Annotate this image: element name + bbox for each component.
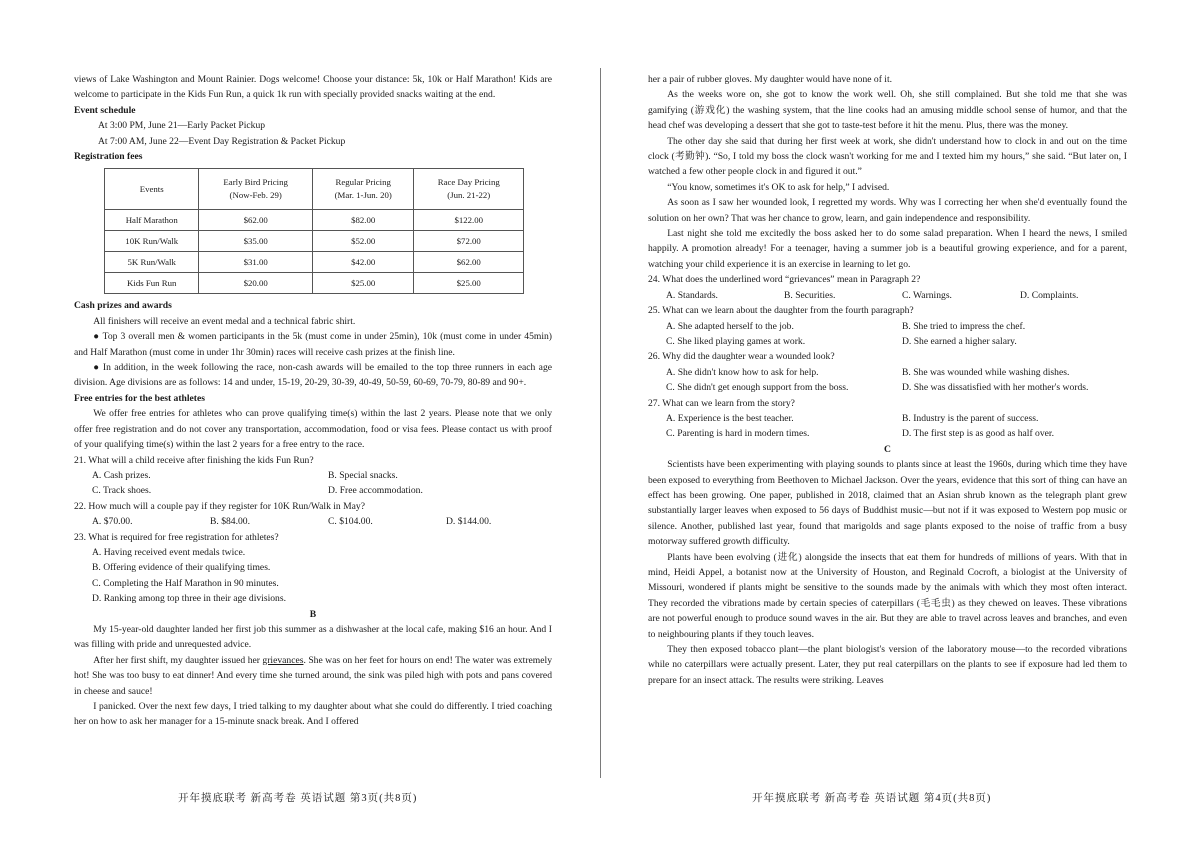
table-cell: $72.00 xyxy=(414,231,524,252)
intro-paragraph: views of Lake Washington and Mount Rainier. Dogs welcome! Choose your distance: 5k, 10k or Half Marathon! Kids are welcome to participate in the Kids Fun Run, a quick 1k run with specially provided snacks waiting at the end. xyxy=(74,74,552,101)
table-header-row xyxy=(105,169,524,210)
answer-option: A. Cash prizes. xyxy=(92,469,151,481)
answer-option: B. $84.00. xyxy=(210,516,250,528)
registration-fees-table xyxy=(104,168,524,294)
table-row xyxy=(105,210,524,231)
table-cell: $62.00 xyxy=(199,210,313,231)
question-block xyxy=(648,303,1127,349)
answer-option: C. She liked playing games at work. xyxy=(666,335,806,347)
answer-option: C. Track shoes. xyxy=(92,485,152,497)
prizes-paragraph: All finishers will receive an event medal and a technical fabric shirt. xyxy=(93,315,356,327)
right-column xyxy=(648,72,1127,688)
page-footer-left: 开年摸底联考 新高考卷 英语试题 第3页(共8页) xyxy=(178,793,418,804)
answer-option: D. $144.00. xyxy=(446,516,492,528)
question-stem: 27. What can we learn from the story? xyxy=(648,397,795,409)
answer-options xyxy=(74,468,552,499)
answer-option: D. Free accommodation. xyxy=(328,485,423,497)
answer-option: C. Warnings. xyxy=(902,289,952,301)
answer-options xyxy=(648,288,1127,303)
schedule-item: At 7:00 AM, June 22—Event Day Registration & Packet Pickup xyxy=(98,135,346,147)
question-block xyxy=(648,396,1127,442)
question-stem: 24. What does the underlined word “grievances” mean in Paragraph 2? xyxy=(648,274,921,286)
answer-option: D. Complaints. xyxy=(1020,289,1079,301)
table-cell: $31.00 xyxy=(199,252,313,273)
schedule-item: At 3:00 PM, June 21—Early Packet Pickup xyxy=(98,120,266,132)
table-cell: Half Marathon xyxy=(105,210,199,231)
answer-option: A. $70.00. xyxy=(92,516,133,528)
passage-paragraph: Scientists have been experimenting with playing sounds to plants since at least the 1960s, during which time they have been exposed to everything from Beethoven to Michael Jackson. Over the years, evidence that this sort of thing can have an effect has been growing. One paper, published in 2018, claimed that an Asian shrub known as the telegraph plant grew substantially larger leaves when exposed to 56 days of Buddhist music—but not if it was exposed to Western pop music or silence. Another, published last year, found that marigolds and sage plants exposed to the noise of traffic from a busy motorway suffered growth difficulty. xyxy=(648,459,1127,548)
table-row xyxy=(105,273,524,294)
answer-option: C. $104.00. xyxy=(328,516,373,528)
question-stem: 26. Why did the daughter wear a wounded look? xyxy=(648,351,835,363)
table-cell: 5K Run/Walk xyxy=(105,252,199,273)
prizes-heading: Cash prizes and awards xyxy=(74,300,172,312)
passage-paragraph: Plants have been evolving (进化) alongside the insects that eat them for hundreds of millions of years. With that in mind, Heidi Appel, a botanist now at the University of Houston, and Reginald Cocroft, a biologist at the University of Missouri, wondered if plants might be sensitive to the sounds made by the animals with which they most often interact. They recorded the vibrations made by certain species of caterpillars (毛毛虫) as they chewed on leaves. These vibrations are not powerful enough to produce sound waves in the air. But they are able to travel across leaves and branches, and even to neighbouring plants if they touch leaves. xyxy=(648,551,1127,640)
table-cell: $82.00 xyxy=(312,210,414,231)
answer-option: B. Industry is the parent of success. xyxy=(902,412,1039,424)
answer-option: C. Completing the Half Marathon in 90 minutes. xyxy=(92,577,279,589)
answer-options xyxy=(74,545,552,607)
answer-options xyxy=(648,319,1127,350)
answer-options xyxy=(74,514,552,529)
answer-option: B. She tried to impress the chef. xyxy=(902,320,1026,332)
table-cell: $122.00 xyxy=(414,210,524,231)
answer-option: A. Having received event medals twice. xyxy=(92,546,246,558)
prizes-bullet: ● Top 3 overall men & women participants in the 5k (must come in under 25min), 10k (must come in under 45min) and Half Marathon (must come in under 1hr 30min) races will receive cash prizes at the finish line. xyxy=(74,329,552,360)
table-cell: 10K Run/Walk xyxy=(105,231,199,252)
answer-options xyxy=(648,411,1127,442)
question-stem: 21. What will a child receive after finishing the kids Fun Run? xyxy=(74,454,314,466)
table-row xyxy=(105,231,524,252)
answer-option: B. Offering evidence of their qualifying times. xyxy=(92,562,271,574)
free-entries-paragraph: We offer free entries for athletes who can prove qualifying time(s) within the last 2 years. Please note that we only offer free registration and do not cover any transportation, accommodation, food or visa fees. Please contact us with proof of your qualifying time(s) within the last 2 years for a free entry to the race. xyxy=(74,408,552,451)
section-title-b: B xyxy=(309,608,317,620)
page-footer-right: 开年摸底联考 新高考卷 英语试题 第4页(共8页) xyxy=(752,793,992,804)
passage-paragraph: her a pair of rubber gloves. My daughter would have none of it. xyxy=(648,74,893,85)
answer-option: D. Ranking among top three in their age divisions. xyxy=(92,593,286,605)
fees-heading: Registration fees xyxy=(74,151,143,163)
question-block xyxy=(74,530,552,607)
schedule-heading: Event schedule xyxy=(74,104,136,116)
passage-paragraph: Last night she told me excitedly the boss asked her to do some salad preparation. When I heard the news, I smiled happily. A promotion already! For a teenager, having a summer job is a beautiful growing experience, and for a parent, watching your child experience it is an exercise in learning to let go. xyxy=(648,228,1127,270)
table-cell: $25.00 xyxy=(312,273,414,294)
answer-option: D. The first step is as good as half over. xyxy=(902,428,1054,440)
table-header-cell: Events xyxy=(105,169,199,210)
passage-paragraph: After her first shift, my daughter issued her grievances. She was on her feet for hours on end! The water was extremely hot! She was too busy to eat dinner! And every time she turned around, the sink was piled high with pots and pans covered in cheese and sauce! xyxy=(74,654,552,697)
table-header-cell: Race Day Pricing (Jun. 21-22) xyxy=(414,169,524,210)
left-column xyxy=(74,72,552,730)
table-cell: $62.00 xyxy=(414,252,524,273)
question-stem: 22. How much will a couple pay if they register for 10K Run/Walk in May? xyxy=(74,500,365,512)
question-block xyxy=(648,272,1127,303)
answer-option: A. Standards. xyxy=(666,289,718,301)
table-row xyxy=(105,252,524,273)
section-title-c: C xyxy=(884,443,891,455)
question-block xyxy=(648,349,1127,395)
question-block xyxy=(74,453,552,499)
answer-option: B. Securities. xyxy=(784,289,836,301)
column-divider xyxy=(600,68,601,778)
answer-option: B. She was wounded while washing dishes. xyxy=(902,366,1070,378)
table-cell: $20.00 xyxy=(199,273,313,294)
question-stem: 23. What is required for free registration for athletes? xyxy=(74,531,279,543)
answer-option: A. She didn't know how to ask for help. xyxy=(666,366,819,378)
table-cell: $42.00 xyxy=(312,252,414,273)
table-cell: $25.00 xyxy=(414,273,524,294)
passage-paragraph: I panicked. Over the next few days, I tried talking to my daughter about what she could do differently. I tried coaching her on how to ask her manager for a 15-minute snack break. And I offered xyxy=(74,701,552,728)
answer-option: C. She didn't get enough support from the boss. xyxy=(666,382,849,394)
answer-option: D. She was dissatisfied with her mother's words. xyxy=(902,382,1089,394)
passage-paragraph: As the weeks wore on, she got to know the work well. Oh, she still complained. But she told me that she was gamifying (游戏化) the washing system, that the line cooks had an amusing middle school sense of humor, and that the head chef was developing a dessert that she got to taste-test before it hit the menu. Plus, there was the money. xyxy=(648,89,1127,132)
prizes-bullet: ● In addition, in the week following the race, non-cash awards will be emailed to the top three runners in each age division. Age divisions are as follows: 14 and under, 15-19, 20-29, 30-39, 40-49, 50-59, 60-69, 70-79, 80-89 and 90+. xyxy=(74,360,552,391)
passage-paragraph: As soon as I saw her wounded look, I regretted my words. Why was I correcting her when she'd eventually found the solution on her own? That was her chance to grow, learn, and gain independence and responsibility. xyxy=(648,197,1127,224)
answer-option: A. She adapted herself to the job. xyxy=(666,320,794,332)
question-stem: 25. What can we learn about the daughter from the fourth paragraph? xyxy=(648,305,914,317)
answer-option: D. She earned a higher salary. xyxy=(902,335,1017,347)
passage-paragraph: The other day she said that during her first week at work, she didn't understand how to clock in and out on the time clock (考勤钟). “So, I told my boss the clock wasn't working for me and I texted him my hours,” she said. “But later on, I watched a few other people clock in and figured it out.” xyxy=(648,135,1127,178)
table-header-cell: Regular Pricing (Mar. 1-Jun. 20) xyxy=(312,169,414,210)
question-block xyxy=(74,499,552,530)
table-cell: $35.00 xyxy=(199,231,313,252)
underlined-word: grievances xyxy=(262,654,304,666)
passage-paragraph: “You know, sometimes it's OK to ask for help,” I advised. xyxy=(667,181,890,193)
answer-options xyxy=(648,365,1127,396)
answer-option: B. Special snacks. xyxy=(328,469,398,481)
answer-option: A. Experience is the best teacher. xyxy=(666,412,794,424)
table-cell: $52.00 xyxy=(312,231,414,252)
table-header-cell: Early Bird Pricing (Now-Feb. 29) xyxy=(199,169,313,210)
free-entries-heading: Free entries for the best athletes xyxy=(74,392,205,404)
table-cell: Kids Fun Run xyxy=(105,273,199,294)
passage-paragraph: They then exposed tobacco plant—the plant biologist's version of the laboratory mouse—to the recorded vibrations while no caterpillars were actually present. Later, they put real caterpillars on the plants to see if exposure had led them to prepare for an insect attack. The results were striking. Leaves xyxy=(648,644,1127,686)
passage-paragraph: My 15-year-old daughter landed her first job this summer as a dishwasher at the local cafe, making $16 an hour. And I was filling with pride and unrequested advice. xyxy=(74,623,552,651)
answer-option: C. Parenting is hard in modern times. xyxy=(666,428,810,440)
